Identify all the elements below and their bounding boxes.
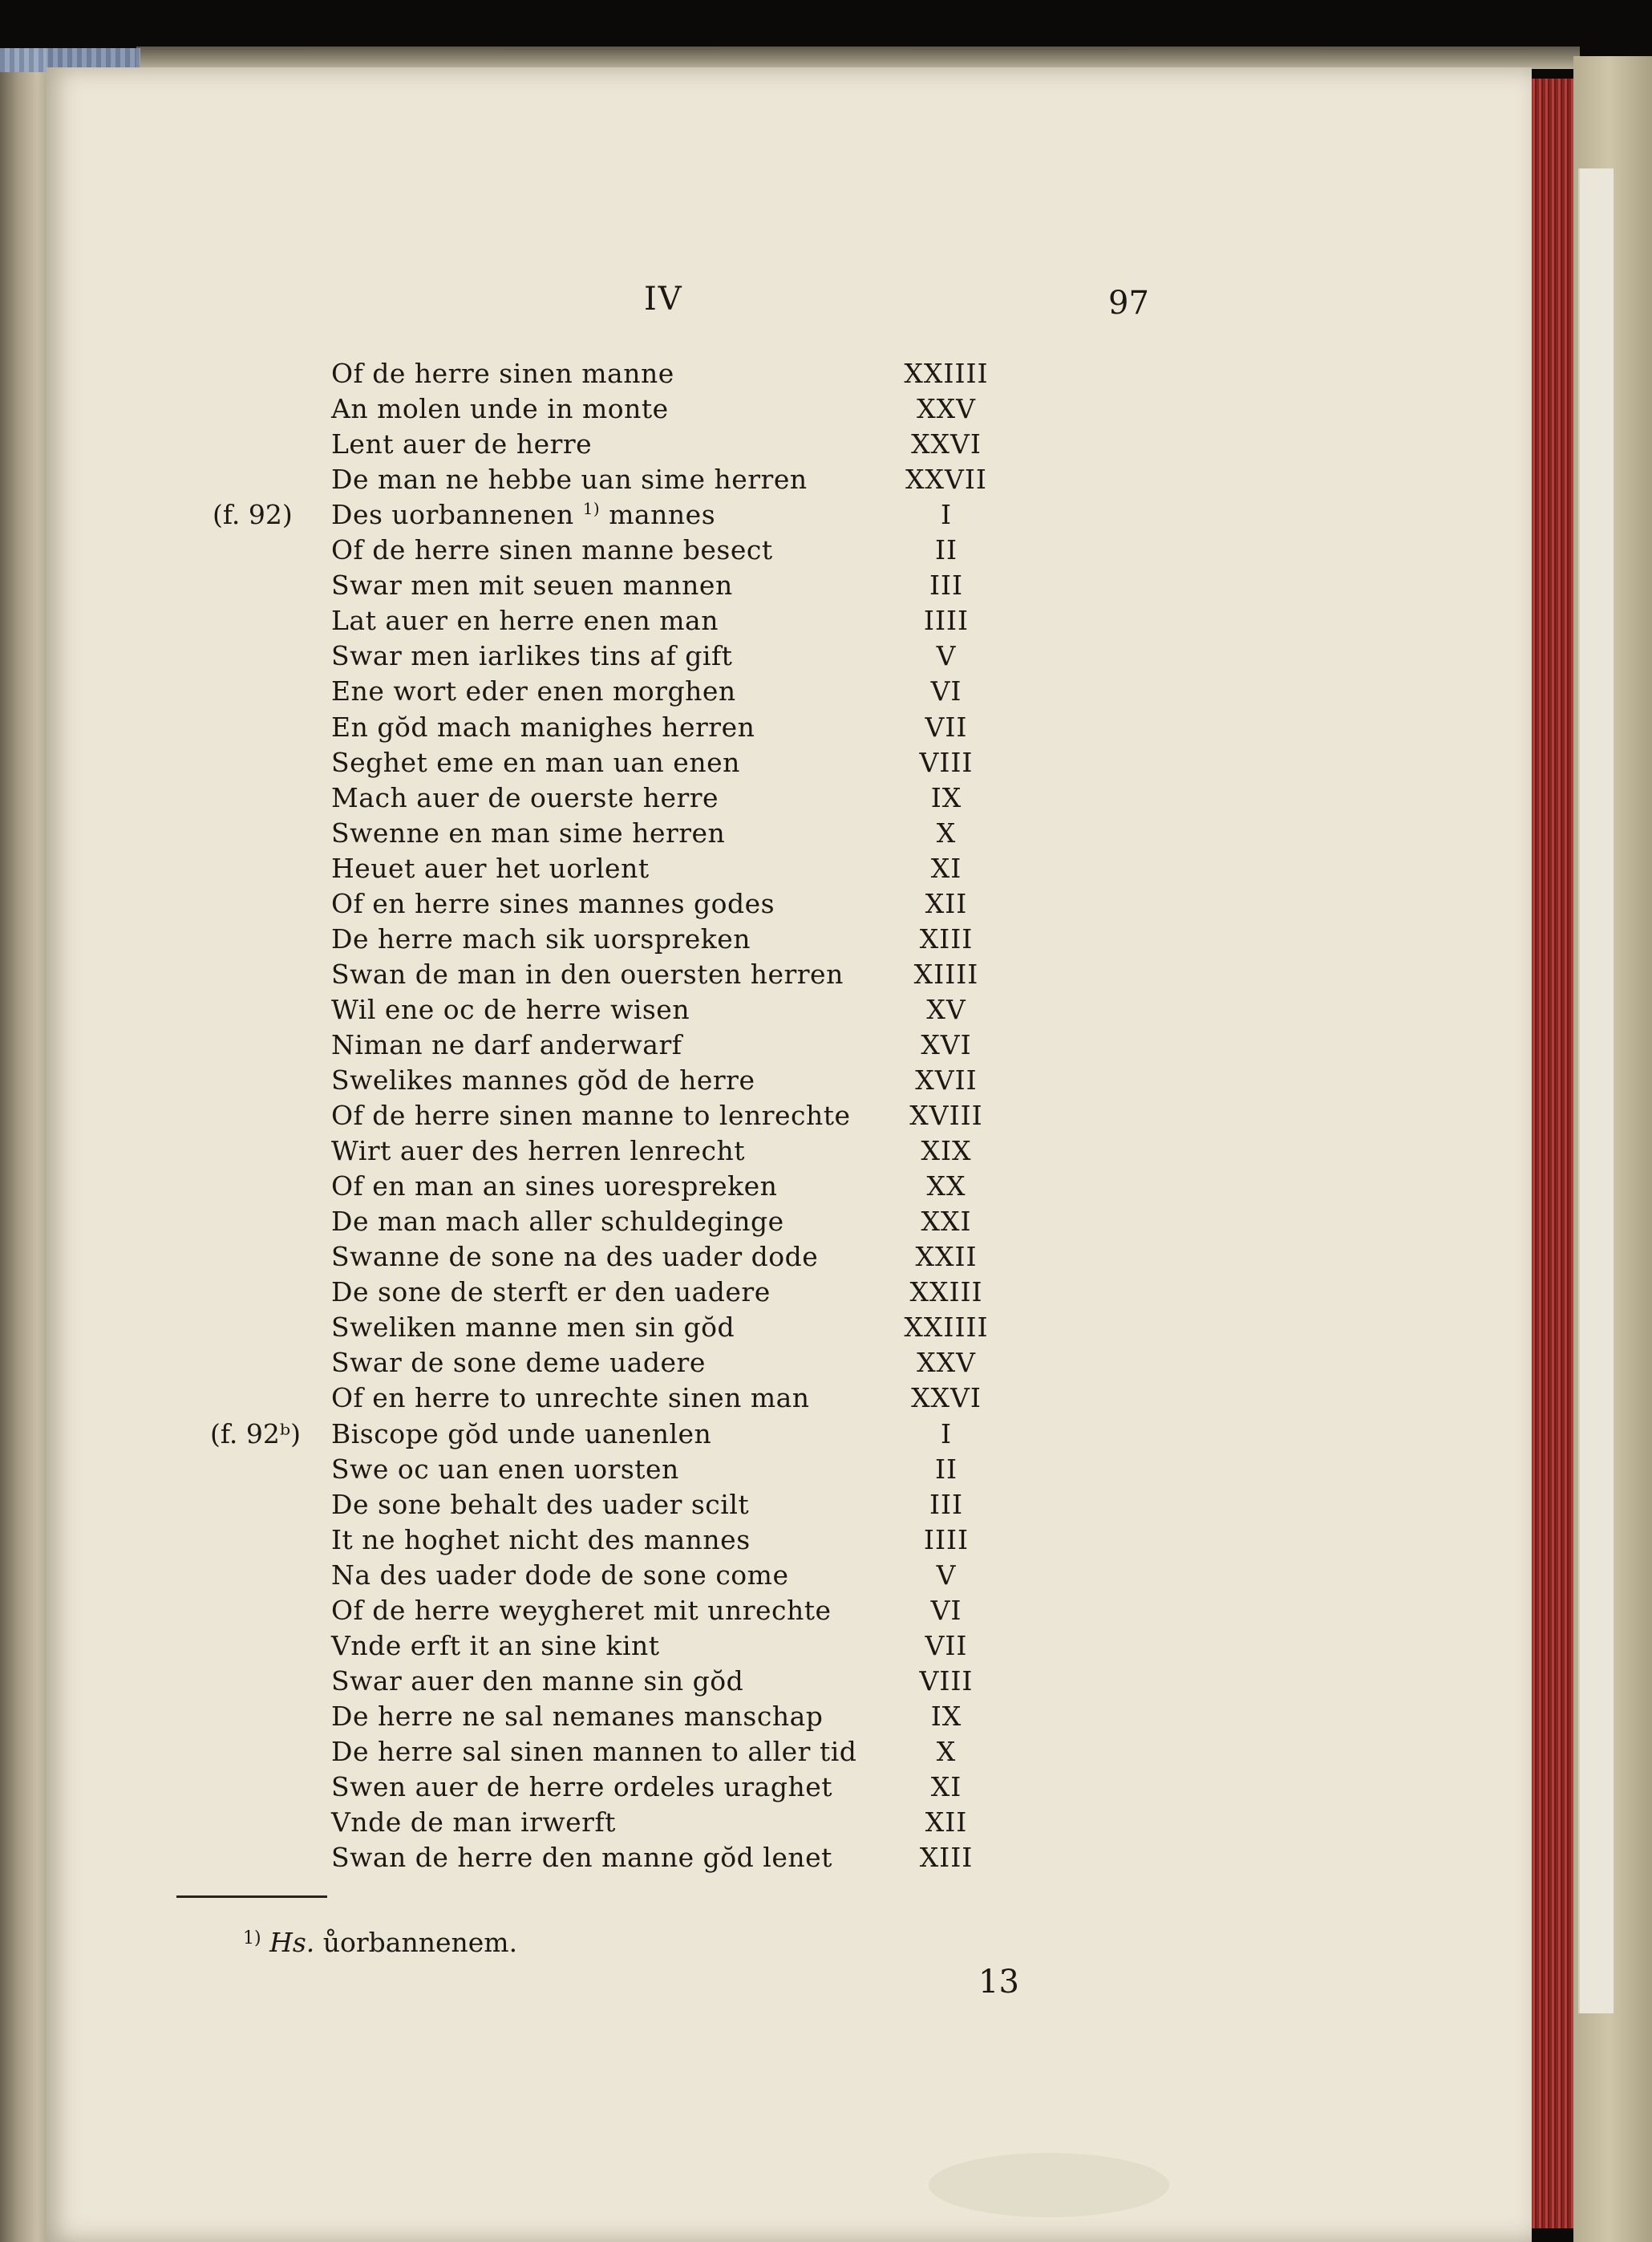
list-item	[0, 1170, 1652, 1206]
chapter-numeral: VII	[925, 1629, 968, 1661]
list-item	[0, 1418, 1652, 1453]
chapter-numeral: XII	[925, 1806, 968, 1839]
list-item	[0, 1524, 1652, 1559]
footnote-abbreviation: Hs.	[269, 1927, 315, 1958]
chapter-numeral: IIII	[923, 1523, 970, 1555]
entry-title: Of de herre sinen manne	[331, 358, 674, 389]
list-item	[0, 570, 1652, 605]
entry-title: Swanne de sone na des uader dode	[331, 1241, 819, 1273]
chapter-numeral: III	[929, 570, 964, 602]
list-item	[0, 923, 1652, 959]
entry-title: Of en herre sines mannes godes	[331, 887, 775, 919]
list-item	[0, 640, 1652, 675]
chapter-numeral: XIIII	[913, 958, 979, 990]
entry-title: Swar de sone deme uadere	[331, 1347, 706, 1379]
list-item	[0, 1064, 1652, 1100]
entry-title: De sone de sterft er den uadere	[331, 1276, 771, 1308]
entry-title: Swan de man in den ouersten herren	[331, 958, 844, 990]
chapter-numeral: XXII	[915, 1241, 978, 1273]
list-item	[0, 1453, 1652, 1489]
list-item	[0, 1312, 1652, 1347]
entry-title: Heuet auer het uorlent	[331, 852, 650, 884]
signature-mark: 13	[978, 1964, 1019, 2001]
entry-title: Swenne en man sime herren	[331, 817, 726, 849]
list-item	[0, 1842, 1652, 1877]
chapter-numeral: VII	[925, 711, 968, 743]
entry-title: Wirt auer des herren lenrecht	[331, 1135, 745, 1167]
chapter-numeral: II	[934, 1453, 958, 1485]
chapter-numeral: XV	[926, 993, 966, 1025]
list-item	[0, 1559, 1652, 1595]
page-number: 97	[1108, 285, 1149, 322]
entry-title: An molen unde in monte	[331, 393, 669, 425]
entry-title: Swelikes mannes gо̆d de herre	[331, 1064, 755, 1096]
footnote-text: ůorbannenem.	[314, 1927, 518, 1958]
chapter-numeral: III	[929, 1488, 964, 1520]
list-item	[0, 1665, 1652, 1701]
entry-title: De man mach aller schuldeginge	[331, 1206, 784, 1238]
list-item	[0, 1382, 1652, 1417]
chapter-numeral: I	[940, 1417, 953, 1449]
entry-title: De herre mach sik uorspreken	[331, 922, 751, 955]
chapter-numeral: V	[936, 1559, 957, 1591]
list-item	[0, 1206, 1652, 1241]
entry-title: Swar men mit seuen mannen	[331, 570, 733, 602]
chapter-numeral: VIII	[919, 1664, 974, 1697]
list-item	[0, 605, 1652, 640]
chapter-numeral: XIII	[919, 1842, 974, 1874]
list-item	[0, 782, 1652, 817]
chapter-numeral: XVII	[915, 1064, 978, 1096]
entry-title-text: Des uorbannenen	[331, 499, 574, 531]
entry-title: Of de herre sinen manne to lenrechte	[331, 1100, 851, 1132]
entry-title: It ne hoghet nicht des mannes	[331, 1523, 751, 1555]
list-item	[0, 358, 1652, 393]
chapter-numeral: VI	[930, 1594, 962, 1626]
list-item	[0, 1241, 1652, 1276]
entry-title: Biscope gо̆d unde uanenlen	[331, 1417, 712, 1449]
entry-title: De sone behalt des uader scilt	[331, 1488, 750, 1520]
list-item	[0, 1701, 1652, 1736]
list-item	[0, 1276, 1652, 1312]
chapter-numeral: VI	[930, 675, 962, 707]
list-item	[0, 464, 1652, 499]
list-item	[0, 959, 1652, 994]
entry-title: Niman ne darf anderwarf	[331, 1028, 682, 1060]
chapter-numeral: XXVI	[911, 428, 982, 460]
entry-title: Swen auer de herre ordeles uraghet	[331, 1771, 833, 1802]
list-item	[0, 1135, 1652, 1170]
chapter-numeral: XXVI	[911, 1382, 982, 1414]
list-item	[0, 1771, 1652, 1806]
chapter-numeral: XI	[930, 1771, 962, 1802]
list-item	[0, 534, 1652, 570]
list-item	[0, 393, 1652, 428]
chapter-numeral: XXIII	[909, 1276, 983, 1308]
list-item	[0, 888, 1652, 923]
chapter-numeral: XIX	[921, 1135, 972, 1167]
entry-title: Of de herre sinen manne besect	[331, 534, 773, 566]
entry-title: Sweliken manne men sin gо̆d	[331, 1312, 735, 1344]
chapter-numeral: IIII	[923, 605, 970, 637]
chapter-numeral: XIII	[919, 922, 974, 955]
entry-title: Of de herre weygheret mit unrechte	[331, 1594, 832, 1626]
list-item	[0, 853, 1652, 888]
chapter-numeral: XX	[926, 1170, 966, 1202]
list-item	[0, 1100, 1652, 1135]
chapter-numeral: VIII	[919, 746, 974, 778]
entry-title: Mach auer de ouerste herre	[331, 781, 719, 813]
list-item	[0, 1595, 1652, 1630]
entry-title-text: mannes	[600, 499, 716, 531]
list-item	[0, 1347, 1652, 1382]
chapter-numeral: II	[934, 534, 958, 566]
list-item	[0, 994, 1652, 1029]
chapter-numeral: IX	[930, 1700, 962, 1732]
entry-title: Of en herre to unrechte sinen man	[331, 1382, 810, 1414]
entry-title: Lat auer en herre enen man	[331, 605, 719, 637]
entry-title: Wil ene oc de herre wisen	[331, 993, 690, 1025]
chapter-numeral: V	[936, 640, 957, 672]
list-item	[0, 1736, 1652, 1771]
list-item	[0, 675, 1652, 711]
entry-title: De herre sal sinen mannen to aller tid	[331, 1735, 857, 1767]
entry-title	[331, 499, 715, 530]
list-item	[0, 1489, 1652, 1524]
chapter-numeral: XXIIII	[904, 1312, 989, 1344]
chapter-numeral: XXV	[917, 1347, 976, 1379]
entry-title: Vnde de man irwerft	[331, 1806, 616, 1839]
chapter-numeral: IX	[930, 781, 962, 813]
chapter-numeral: XXI	[921, 1206, 972, 1238]
footnote-reference: 1)	[582, 499, 601, 519]
entry-title: Vnde erft it an sine kint	[331, 1629, 660, 1661]
folio-reference: (f. 92)	[213, 499, 293, 531]
entry-title: De man ne hebbe uan sime herren	[331, 464, 808, 496]
list-item	[0, 1806, 1652, 1842]
chapter-numeral: XVI	[921, 1028, 972, 1060]
chapter-numeral: XXIIII	[904, 358, 989, 389]
chapter-numeral: XXV	[917, 393, 976, 425]
list-item	[0, 1630, 1652, 1665]
footnote-mark: 1)	[243, 1928, 261, 1948]
entry-title: De herre ne sal nemanes manschap	[331, 1700, 824, 1732]
folio-reference: (f. 92ᵇ)	[210, 1417, 301, 1449]
chapter-numeral: XII	[925, 887, 968, 919]
entry-title: Swan de herre den manne gо̆d lenet	[331, 1842, 832, 1874]
entry-title: En gо̆d mach manighes herren	[331, 711, 755, 743]
list-item	[0, 712, 1652, 747]
chapter-numeral: XVIII	[909, 1100, 983, 1132]
list-item	[0, 499, 1652, 534]
list-item	[0, 1029, 1652, 1064]
entry-title: Seghet eme en man uan enen	[331, 746, 740, 778]
chapter-numeral: X	[936, 1735, 957, 1767]
entry-title: Swar men iarlikes tins af gift	[331, 640, 733, 672]
entry-title: Swar auer den manne sin gо̆d	[331, 1664, 744, 1697]
entry-title: Lent auer de herre	[331, 428, 593, 460]
entry-title: Ene wort eder enen morghen	[331, 675, 736, 707]
chapter-numeral: I	[940, 499, 953, 531]
entry-title: Na des uader dode de sone come	[331, 1559, 789, 1591]
list-item	[0, 817, 1652, 853]
chapter-numeral: XXVII	[905, 464, 987, 496]
footnote-rule	[176, 1895, 327, 1898]
list-item	[0, 747, 1652, 782]
chapter-numeral: X	[936, 817, 957, 849]
section-numeral: IV	[644, 281, 683, 318]
footnote	[243, 1927, 517, 1958]
entry-title: Swe oc uan enen uorsten	[331, 1453, 679, 1485]
chapter-numeral: XI	[930, 852, 962, 884]
entry-title: Of en man an sines uorespreken	[331, 1170, 778, 1202]
list-item	[0, 428, 1652, 464]
